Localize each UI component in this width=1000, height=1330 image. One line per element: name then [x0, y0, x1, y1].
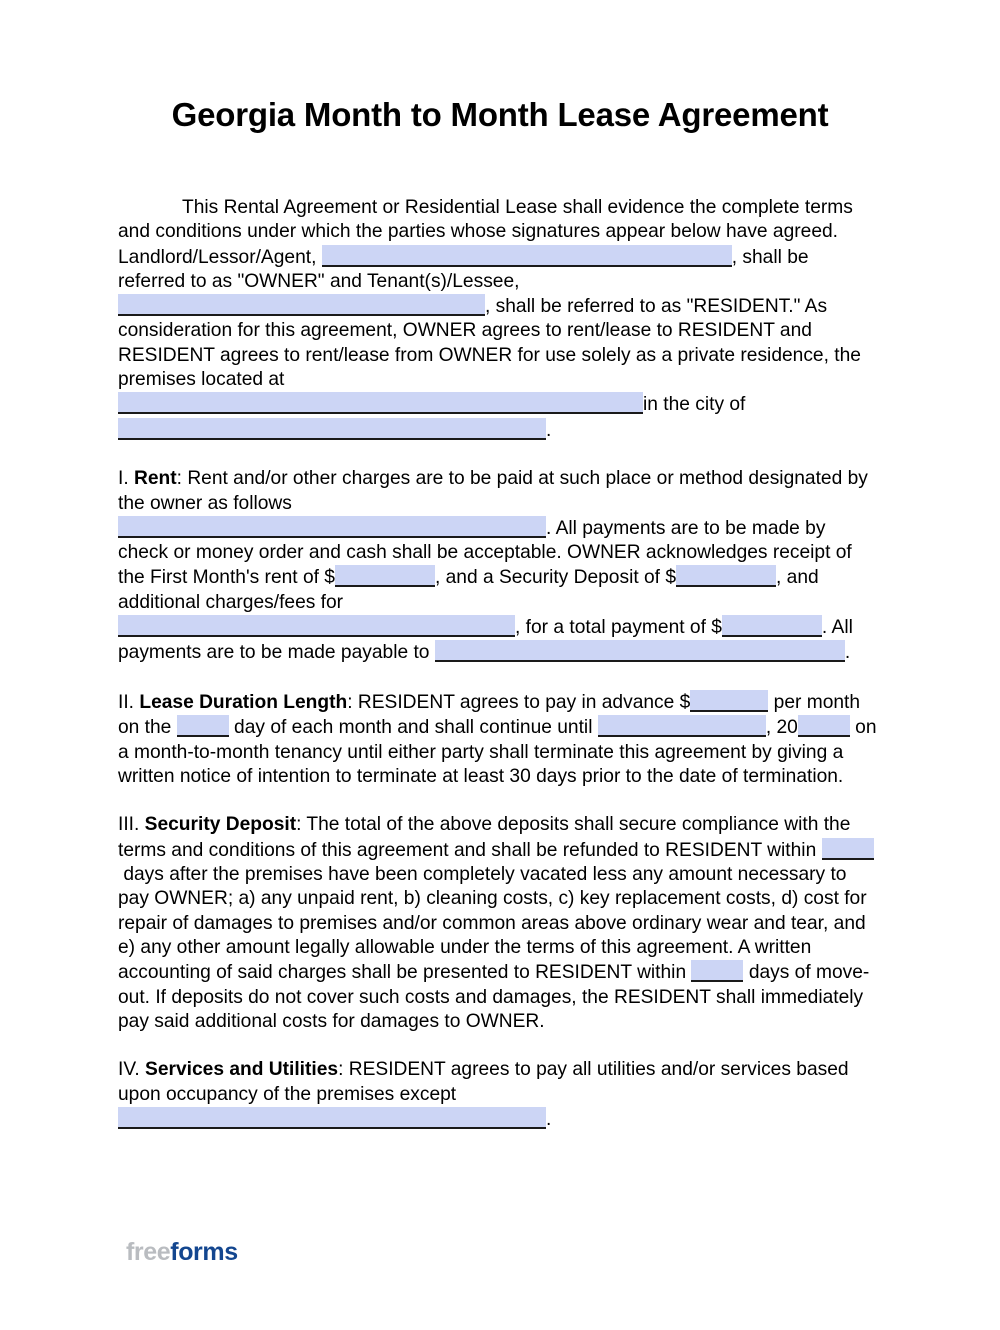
logo-text-forms: forms	[170, 1238, 238, 1266]
section-rent-number: I.	[118, 468, 129, 490]
section-services-utilities	[118, 1058, 880, 1132]
section-rent-text-5: , for a total payment of $	[515, 617, 722, 639]
section-lease-duration-text-2: per month on the	[118, 691, 861, 739]
section-security-deposit-heading: Security Deposit	[144, 814, 297, 836]
section-lease-duration-text-3: day of each month and shall continue until	[234, 717, 593, 739]
premises-address-field[interactable]	[118, 392, 643, 414]
section-rent-text-6: . All payments are to be made payable to	[118, 617, 853, 664]
refund-days-field[interactable]	[822, 838, 874, 860]
section-rent-text-1: : Rent and/or other charges are to be paid at such place or method designated by the owner as follows	[118, 468, 868, 514]
freeforms-logo	[126, 1238, 238, 1267]
page-title: Georgia Month to Month Lease Agreement	[171, 96, 829, 133]
section-rent-text-7: .	[844, 642, 851, 664]
section-rent-heading: Rent	[134, 468, 177, 490]
first-month-rent-field[interactable]	[335, 565, 435, 587]
section-security-deposit-text-3: days of move-out. If deposits do not cover such costs and damages, the RESIDENT shall immediately pay said additional costs for damages to OWNER.	[118, 962, 870, 1032]
intro-text-2: , shall be referred to as "OWNER" and Tenant(s)/Lessee,	[118, 246, 809, 292]
section-lease-duration-text-5: on a month-to-month tenancy until either party shall terminate this agreement by giving a written notice of intention to terminate at least 30 days prior to the date of termination.	[118, 717, 877, 787]
rent-due-day-field[interactable]	[177, 715, 229, 737]
document-body	[118, 196, 880, 1132]
intro-text-3: , shall be referred to as "RESIDENT." As consideration for this agreement, OWNER agrees to rent/lease to RESIDENT and RESIDENT agrees to rent/lease from OWNER for use solely as a private residence, the premises located at	[118, 296, 861, 391]
section-lease-duration-heading: Lease Duration Length	[139, 691, 348, 713]
accounting-days-field[interactable]	[691, 960, 743, 982]
section-lease-duration-text-4: , 20	[765, 717, 798, 739]
section-lease-duration-number: II.	[118, 691, 134, 713]
section-rent-text-2: . All payments are to be made by check or money order and cash shall be acceptable. OWNER acknowledges receipt of the First Month's rent of $	[118, 517, 852, 589]
section-security-deposit	[118, 813, 880, 1034]
section-security-deposit-text-1: : The total of the above deposits shall secure compliance with the terms and conditions of this agreement and shall be refunded to RESIDENT within	[118, 814, 851, 861]
security-deposit-amount-field[interactable]	[676, 565, 776, 587]
continue-until-date-field[interactable]	[598, 715, 766, 737]
section-rent-text-3: , and a Security Deposit of $	[434, 567, 676, 589]
section-services-utilities-text-2: .	[546, 1108, 552, 1130]
logo-text-free: free	[126, 1238, 171, 1266]
rent-payment-place-field[interactable]	[118, 516, 546, 538]
section-rent	[118, 467, 880, 665]
intro-paragraph	[118, 196, 880, 443]
intro-text-4: in the city of	[643, 394, 746, 416]
monthly-rent-amount-field[interactable]	[690, 690, 768, 712]
section-lease-duration	[118, 690, 880, 789]
section-services-utilities-heading: Services and Utilities	[145, 1059, 339, 1081]
section-rent-text-4: , and additional charges/fees for	[118, 567, 819, 613]
year-field[interactable]	[798, 715, 850, 737]
landlord-name-field[interactable]	[322, 245, 732, 267]
section-services-utilities-text-1: : RESIDENT agrees to pay all utilities and/or services based upon occupancy of the premises except	[118, 1059, 849, 1105]
tenant-name-field[interactable]	[118, 294, 485, 316]
total-payment-field[interactable]	[722, 615, 822, 637]
additional-charges-field[interactable]	[118, 615, 515, 637]
section-services-utilities-number: IV.	[118, 1059, 140, 1081]
section-lease-duration-text-1: : RESIDENT agrees to pay in advance $	[347, 691, 691, 713]
city-field[interactable]	[118, 418, 546, 440]
utilities-exception-field[interactable]	[118, 1107, 546, 1129]
intro-text-5: .	[546, 419, 552, 441]
intro-text-1: This Rental Agreement or Residential Lease shall evidence the complete terms and conditions under which the parties whose signatures appear below have agreed. Landlord/Lessor/Agent,	[118, 197, 853, 268]
section-security-deposit-text-2: days after the premises have been completely vacated less any amount necessary to pay OWNER; a) any unpaid rent, b) cleaning costs, c) key replacement costs, d) cost for repair of damages to premises and/or common areas above ordinary wear and tear, and e) any other amount legally allowable under the terms of this agreement. A written accounting of said charges shall be presented to RESIDENT within	[118, 864, 867, 984]
payable-to-field[interactable]	[435, 640, 845, 662]
section-security-deposit-number: III.	[118, 814, 140, 836]
